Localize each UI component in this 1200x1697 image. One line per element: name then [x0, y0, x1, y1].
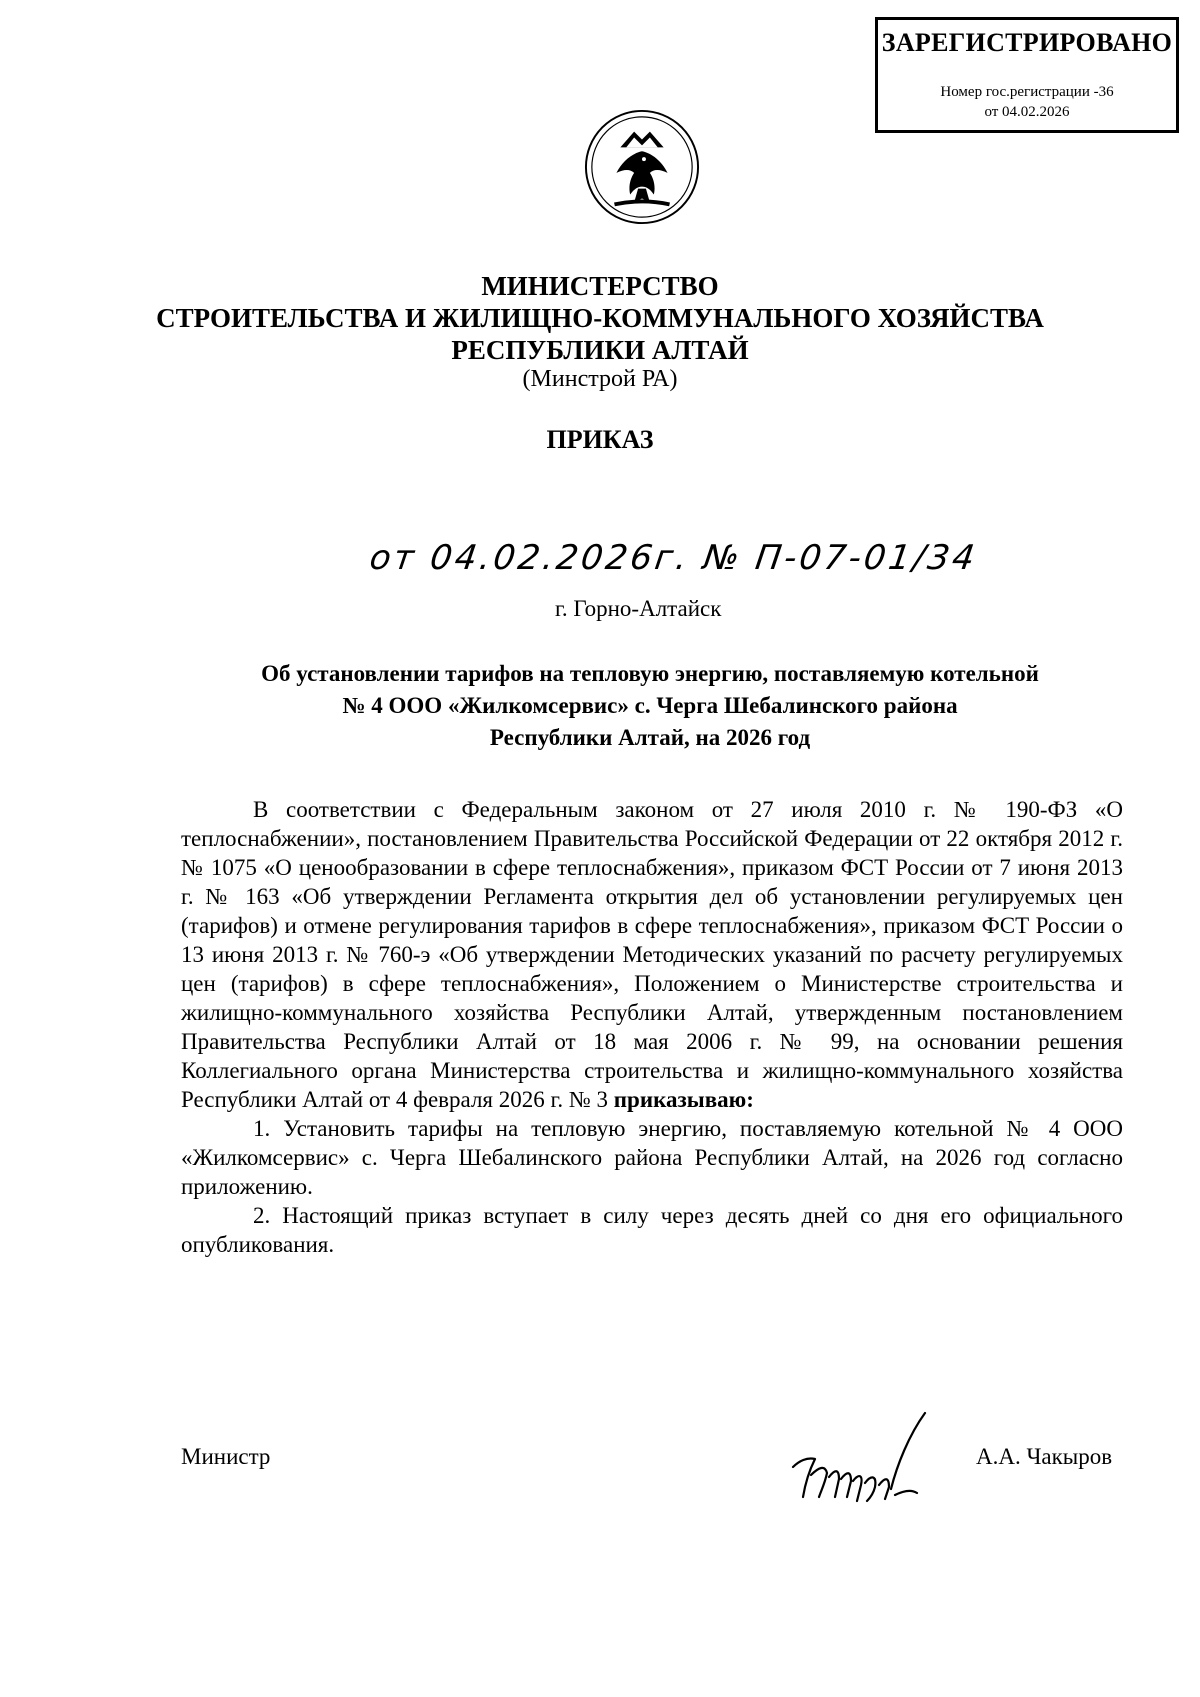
title-line-3: Республики Алтай, на 2026 год: [489, 725, 811, 750]
ministry-line-3: РЕСПУБЛИКИ АЛТАЙ: [451, 335, 749, 365]
city: г. Горно-Алтайск: [555, 596, 722, 621]
preamble-paragraph: [181, 795, 1123, 1114]
title-line-2: № 4 ООО «Жилкомсервис» с. Черга Шебалинского района: [342, 693, 958, 718]
preamble-text: В соответствии с Федеральным законом от 27 июля 2010 г. № 190-ФЗ «О теплоснабжении», постановлением Правительства Российской Федерации от 22 октября 2012 г. № 1075 «О ценообразовании в сфере теплоснабжения», приказом ФСТ России от 7 июня 2013 г. № 163 «Об утверждении Регламента открытия дел об установлении регулируемых цен (тарифов) и отмене регулирования тарифов в сфере теплоснабжения», приказом ФСТ России о 13 июня 2013 г. № 760-э «Об утверждении Методических указаний по расчету регулируемых цен (тарифов) в сфере теплоснабжения», Положением о Министерстве строительства и жилищно-коммунального хозяйства Республики Алтай, утвержденным постановлением Правительства Республики Алтай от 18 мая 2006 г. № 99, на основании решения Коллегиального органа Министерства строительства и жилищно-коммунального хозяйства Республики Алтай от 4 февраля 2026 г. № 3: [181, 797, 1123, 1112]
handwritten-date-number: от 04.02.2026г. № П-07-01/34: [367, 538, 980, 578]
document-type: ПРИКАЗ: [546, 425, 654, 454]
signer-position: Министр: [181, 1444, 271, 1469]
order-title: [180, 658, 1120, 754]
title-line-1: Об установлении тарифов на тепловую энергию, поставляемую котельной: [261, 661, 1039, 686]
item-2: 2. Настоящий приказ вступает в силу через десять дней со дня его официального опубликования.: [181, 1203, 1123, 1257]
stamp-reg-date: от 04.02.2026: [984, 104, 1070, 120]
ministry-line-2: СТРОИТЕЛЬСТВА И ЖИЛИЩНО-КОММУНАЛЬНОГО ХОЗЯЙСТВА: [156, 303, 1044, 333]
handwritten-signature: [785, 1405, 945, 1515]
signer-name: А.А. Чакыров: [976, 1444, 1113, 1469]
ministry-line-1: МИНИСТЕРСТВО: [481, 271, 719, 301]
ministry-name: [150, 270, 1050, 366]
registration-stamp: [875, 17, 1179, 133]
coat-of-arms-emblem: [583, 108, 701, 226]
command-word: приказываю:: [613, 1087, 754, 1112]
item-1: 1. Установить тарифы на тепловую энергию, поставляемую котельной № 4 ООО «Жилкомсервис» с. Черга Шебалинского района Республики Алтай, на 2026 год согласно приложению.: [181, 1116, 1123, 1199]
order-body: [181, 795, 1123, 1259]
ministry-short-name: (Минстрой РА): [522, 366, 678, 392]
stamp-reg-number: Номер гос.регистрации -36: [940, 84, 1114, 100]
stamp-title: ЗАРЕГИСТРИРОВАНО: [881, 28, 1173, 57]
